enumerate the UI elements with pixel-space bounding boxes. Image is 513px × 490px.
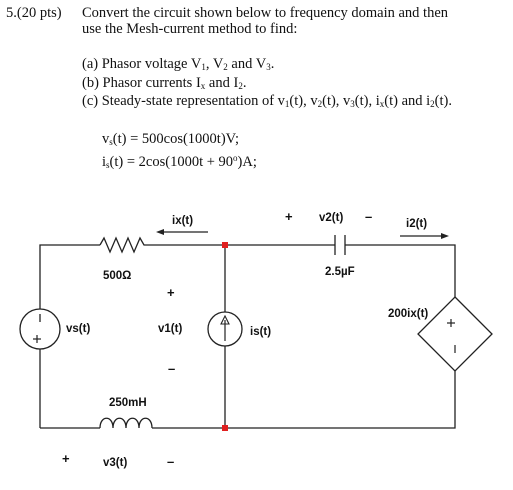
v1-label: v1(t) bbox=[158, 323, 183, 335]
part-c-sub4: x bbox=[379, 99, 385, 109]
problem-line-2: use the Mesh-current method to find: bbox=[82, 21, 298, 37]
part-c-mid4: (t) and i bbox=[384, 93, 431, 109]
wire-top-right bbox=[345, 245, 455, 297]
wire-left bbox=[40, 245, 100, 309]
ix-arrow bbox=[156, 229, 208, 235]
capacitor-label: 2.5µF bbox=[325, 266, 355, 278]
part-a bbox=[82, 56, 274, 75]
circuit-diagram bbox=[0, 195, 513, 490]
part-c-mid2: (t), v bbox=[322, 93, 351, 109]
i2-label: i2(t) bbox=[406, 218, 428, 230]
part-c-sub3: 3 bbox=[350, 99, 355, 109]
part-c-sub5: 2 bbox=[430, 99, 435, 109]
v3-label: v3(t) bbox=[103, 457, 128, 469]
v2-minus: – bbox=[365, 209, 373, 224]
vs-def-post: (t) = 500cos(1000t)V; bbox=[112, 131, 240, 147]
is-def-end: )A; bbox=[237, 154, 257, 170]
part-c-text: (c) Steady-state representation of v bbox=[82, 93, 285, 109]
part-a-end: . bbox=[270, 56, 275, 72]
v3-minus: – bbox=[167, 454, 175, 469]
part-b bbox=[82, 75, 246, 94]
vs-label: vs(t) bbox=[66, 323, 91, 335]
part-a-text: (a) Phasor voltage V bbox=[82, 56, 202, 72]
v1-minus: – bbox=[168, 361, 176, 376]
current-source-is bbox=[208, 312, 242, 346]
v3-plus: + bbox=[62, 451, 70, 466]
part-b-end: . bbox=[242, 75, 247, 91]
v1-plus: + bbox=[167, 285, 175, 300]
resistor-symbol bbox=[100, 238, 148, 252]
vs-definition bbox=[102, 131, 239, 150]
v2-label: v2(t) bbox=[319, 212, 344, 224]
is-def-pre: i bbox=[102, 154, 107, 170]
voltage-source-vs bbox=[20, 309, 60, 349]
problem-line-1: Convert the circuit shown below to frequency domain and then bbox=[82, 5, 449, 21]
node-top bbox=[222, 242, 228, 248]
vs-def-sub: s bbox=[109, 137, 113, 147]
part-b-text: (b) Phasor currents I bbox=[82, 75, 201, 91]
dependent-source bbox=[418, 297, 492, 371]
i2-arrow bbox=[400, 233, 449, 239]
part-a-mid1: , V bbox=[205, 56, 224, 72]
dependent-source-label: 200ix(t) bbox=[388, 308, 429, 320]
capacitor-symbol bbox=[335, 235, 345, 255]
inductor-symbol bbox=[100, 418, 152, 428]
is-def-sub: s bbox=[106, 160, 110, 170]
part-c-mid1: (t), v bbox=[289, 93, 318, 109]
part-b-sub1: x bbox=[200, 81, 206, 91]
problem-number: 5.(20 pts) bbox=[6, 5, 62, 21]
is-label: is(t) bbox=[250, 326, 272, 338]
part-a-sub3: 3 bbox=[266, 62, 271, 72]
v2-plus: + bbox=[285, 209, 293, 224]
part-a-sub1: 1 bbox=[201, 62, 206, 72]
is-def-post: (t) = 2cos(1000t + 90 bbox=[109, 154, 234, 170]
part-b-mid1: and I bbox=[205, 75, 239, 91]
part-a-sub2: 2 bbox=[223, 62, 228, 72]
resistor-label: 500Ω bbox=[103, 270, 132, 282]
is-definition bbox=[102, 150, 257, 173]
is-def-degree: o bbox=[233, 153, 238, 163]
part-b-sub2: 2 bbox=[238, 81, 243, 91]
part-a-mid2: and V bbox=[227, 56, 267, 72]
wire-right-lower bbox=[225, 371, 455, 428]
node-bottom bbox=[222, 425, 228, 431]
part-c-sub2: 2 bbox=[317, 99, 323, 109]
part-c bbox=[82, 93, 452, 112]
part-c-sub1: 1 bbox=[284, 99, 290, 109]
inductor-label: 250mH bbox=[109, 397, 147, 409]
part-c-mid3: (t), i bbox=[354, 93, 380, 109]
vs-def-pre: v bbox=[102, 131, 110, 147]
ix-label: ix(t) bbox=[172, 215, 194, 227]
part-c-end: (t). bbox=[434, 93, 452, 109]
